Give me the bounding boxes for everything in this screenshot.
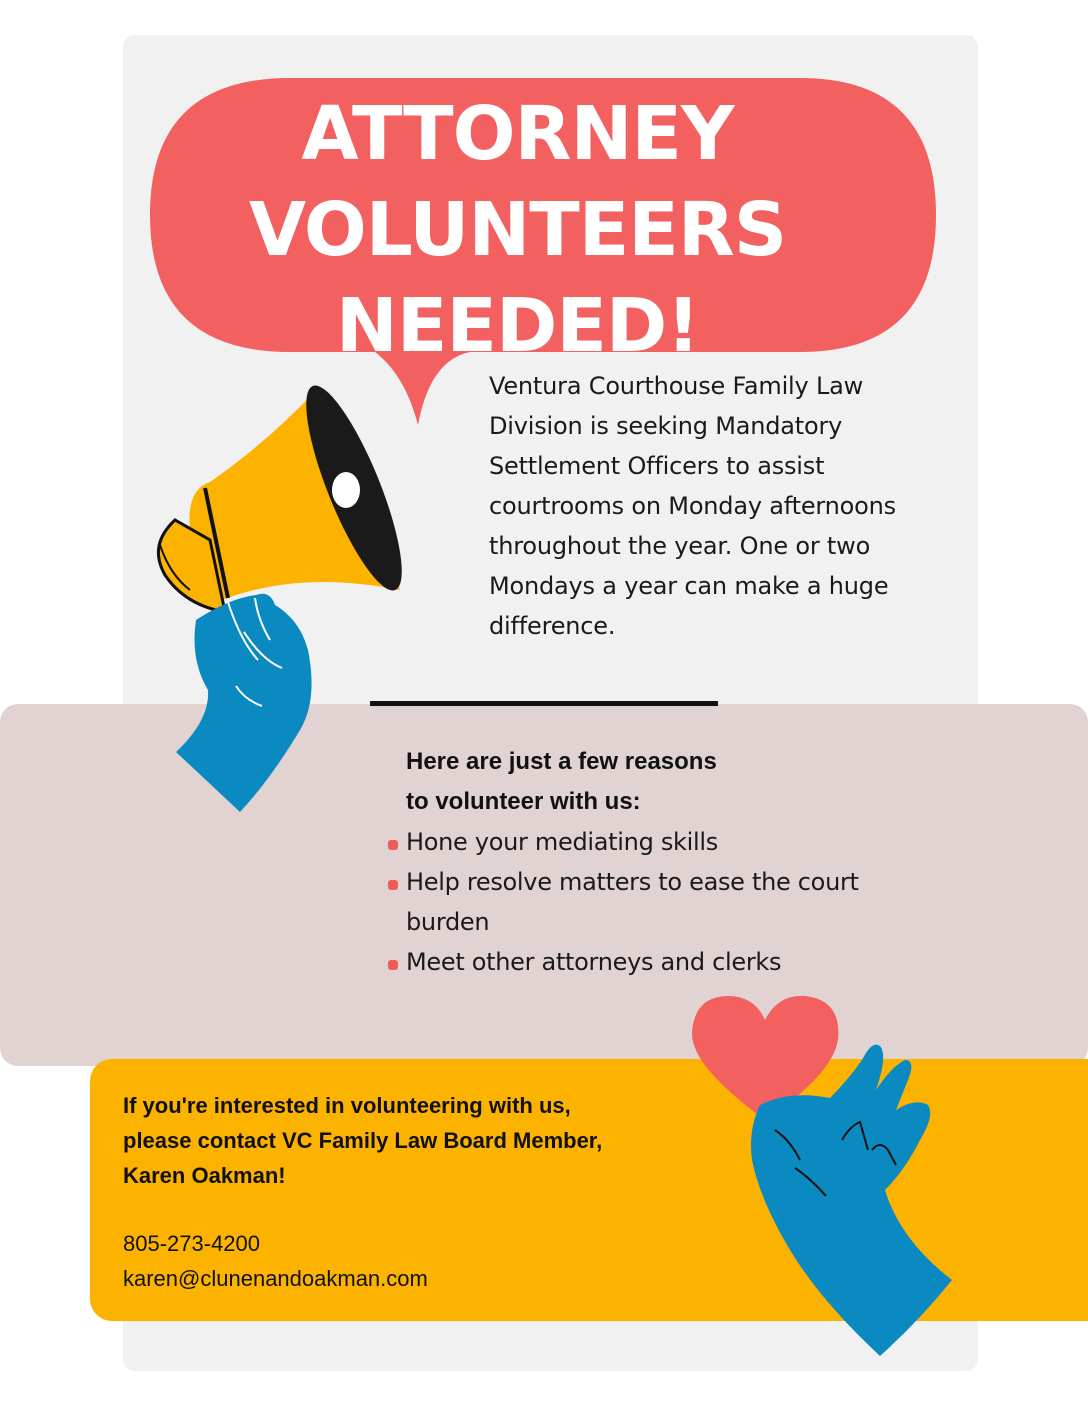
bullet-icon [388,880,398,890]
list-item-text: Hone your mediating skills [406,828,718,856]
list-item [406,822,906,862]
contact-line-2: please contact VC Family Law Board Member, [123,1128,603,1153]
list-item [406,862,906,942]
list-item-text: Help resolve matters to ease the court burden [406,868,859,936]
headline-line-3: NEEDED! [335,283,700,369]
headline-line-2: VOLUNTEERS [248,187,787,273]
reasons-title-line-1: Here are just a few reasons [406,748,717,775]
contact-line-3: Karen Oakman! [123,1163,286,1188]
bullet-icon [388,960,398,970]
reasons-title [406,742,826,822]
list-item-text: Meet other attorneys and clerks [406,948,782,976]
heart-hand-illustration [680,990,970,1360]
reasons-title-line-2: to volunteer with us: [406,788,641,815]
contact-phone: 805-273-4200 [123,1231,261,1256]
megaphone-icon [140,375,420,820]
headline [150,86,885,374]
contact-line-1: If you're interested in volunteering with us, [123,1093,571,1118]
intro-paragraph: Ventura Courthouse Family Law Division is seeking Mandatory Settlement Officers to assist courtrooms on Monday afternoons throughout the year. One or two Mondays a year can make a huge difference. [489,372,896,640]
contact-message [123,1088,683,1193]
divider [370,701,718,706]
contact-email: karen@clunenandoakman.com [123,1266,428,1291]
reasons-list [406,822,906,982]
bullet-icon [388,840,398,850]
headline-line-1: ATTORNEY [301,91,734,177]
list-item [406,942,906,982]
